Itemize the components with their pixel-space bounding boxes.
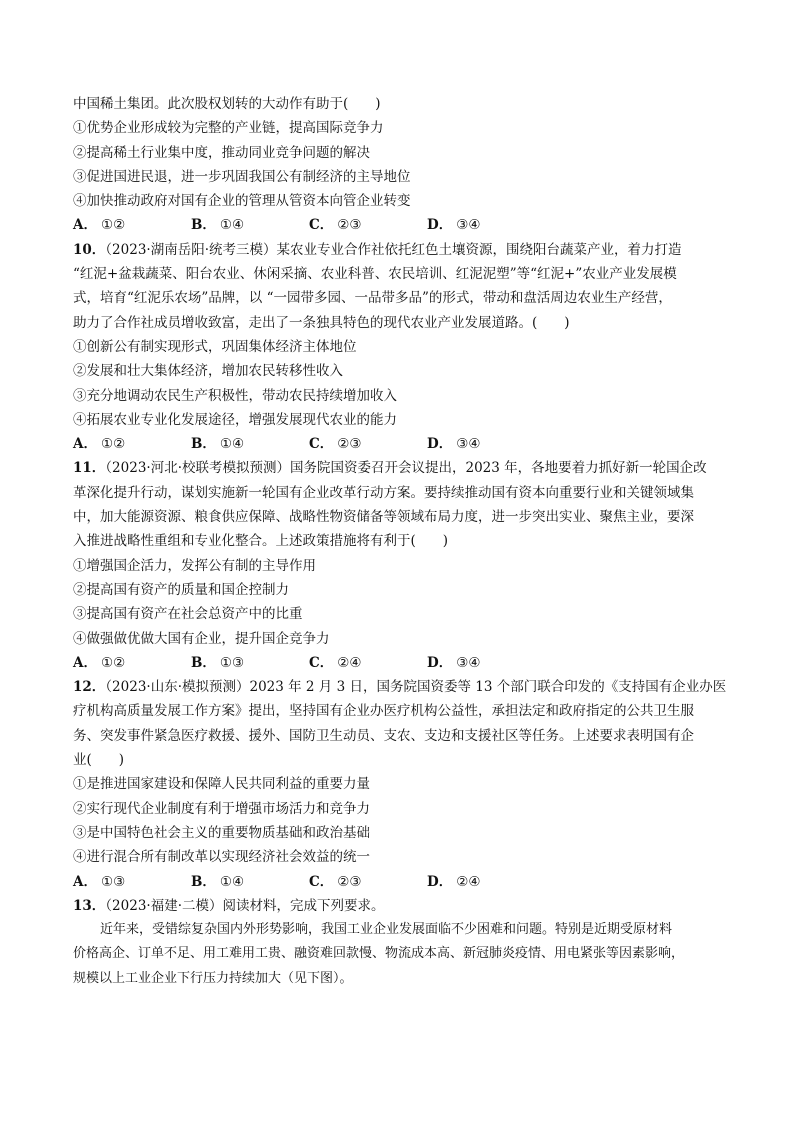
q12-option-b[interactable]: B． ①④ (191, 873, 245, 890)
q12-stem-line-1: 12．（2023·山东·模拟预测）2023 年 2 月 3 日，国务院国资委等 13 个部门联合印发的《支持国有企业办医 (73, 679, 727, 696)
q12-item-2: ②实行现代企业制度有利于增强市场活力和竞争力 (73, 800, 370, 817)
q9-item-2: ②提高稀土行业集中度，推动同业竞争问题的解决 (73, 144, 370, 161)
q10-option-a[interactable]: A． ①② (73, 436, 126, 453)
q11-option-c[interactable]: C． ②④ (309, 654, 362, 671)
q11-stem-line-1: 11．（2023·河北·校联考模拟预测）国务院国资委召开会议提出，2023 年，各地要着力抓好新一轮国企改 (73, 460, 707, 477)
q11-stem-line-2: 革深化提升行动，谋划实施新一轮国有企业改革行动方案。要持续推动国有资本向重要行业和关键领域集 (73, 484, 694, 501)
q10-item-1: ①创新公有制实现形式，巩固集体经济主体地位 (73, 338, 357, 355)
q10-option-d[interactable]: D． ③④ (427, 436, 481, 453)
q11-item-4: ④做强做优做大国有企业，提升国企竞争力 (73, 630, 330, 647)
q13-stem: 13．（2023·福建·二模）阅读材料，完成下列要求。 (73, 897, 385, 914)
q10-item-2: ②发展和壮大集体经济，增加农民转移性收入 (73, 363, 343, 380)
q10-stem-line-3: 式，培育“红泥乐农场”品牌，以 “一园带多园、一品带多品”的形式，带动和盘活周边农业生产经营， (73, 290, 672, 307)
q12-stem-line-2: 疗机构高质量发展工作方案》提出，坚持国有企业办医疗机构公益性，承担法定和政府指定的公共卫生服 (73, 703, 694, 720)
q12-options (73, 870, 733, 894)
q9-item-3: ③促进国进民退，进一步巩固我国公有制经济的主导地位 (73, 168, 411, 185)
q10-stem-line-4: 助力了合作社成员增收致富，走出了一条独具特色的现代农业产业发展道路。( ) (73, 314, 570, 331)
q12-option-c[interactable]: C． ②③ (309, 873, 362, 890)
q12-number: 12． (73, 679, 106, 696)
q12-option-a[interactable]: A． ①③ (73, 873, 126, 890)
q13-material-line-2: 价格高企、订单不足、用工难用工贵、融资难回款慢、物流成本高、新冠肺炎疫情、用电紧张等因素影响， (73, 946, 685, 962)
q12-item-4: ④进行混合所有制改革以实现经济社会效益的统一 (73, 849, 370, 866)
q9-option-b[interactable]: B． ①④ (191, 217, 245, 234)
q12-stem-line-3: 务、突发事件紧急医疗救援、援外、国防卫生动员、支农、支边和支援社区等任务。上述要求表明国有企 (73, 727, 694, 744)
q10-item-3: ③充分地调动农民生产积极性，带动农民持续增加收入 (73, 387, 397, 404)
q9-option-d[interactable]: D． ③④ (427, 217, 481, 234)
q11-item-2: ②提高国有资产的质量和国企控制力 (73, 581, 289, 598)
q9-item-1: ①优势企业形成较为完整的产业链，提高国际竞争力 (73, 120, 384, 137)
q9-option-a[interactable]: A． ①② (73, 217, 126, 234)
q12-option-d[interactable]: D． ②④ (427, 873, 481, 890)
q11-options (73, 651, 733, 675)
q11-option-b[interactable]: B． ①③ (191, 654, 245, 671)
q13-material (73, 918, 733, 991)
q11-stem-line-3: 中，加大能源资源、粮食供应保障、战略性物资储备等领域布局力度，进一步突出实业、聚焦主业，要深 (73, 509, 694, 526)
q11-number: 11． (73, 460, 106, 477)
q13-material-line-1: 近年来，受错综复杂国内外形势影响，我国工业企业发展面临不少困难和问题。特别是近期受原材料 (100, 922, 673, 938)
q11-option-d[interactable]: D． ③④ (427, 654, 481, 671)
q10-item-4: ④拓展农业专业化发展途径，增强发展现代农业的能力 (73, 411, 397, 428)
q11-stem-line-4: 入推进战略性重组和专业化整合。上述政策措施将有利于( ) (73, 533, 449, 550)
q10-stem-line-2: “红泥+盆栽蔬菜、阳台农业、休闲采摘、农业科普、农民培训、红泥泥塑”等“红泥+”农业产业发展模 (73, 266, 677, 283)
page-content (73, 92, 733, 991)
q12-stem-line-4: 业( ) (73, 752, 125, 769)
q10-stem-line-1: 10．（2023·湖南岳阳·统考三模）某农业专业合作社依托红色土壤资源，围绕阳台蔬菜产业，着力打造 (73, 241, 682, 258)
q9-item-4: ④加快推动政府对国有企业的管理从管资本向管企业转变 (73, 193, 411, 210)
q9-option-c[interactable]: C． ②③ (309, 217, 362, 234)
q10-option-c[interactable]: C． ②③ (309, 436, 362, 453)
q11-item-3: ③提高国有资产在社会总资产中的比重 (73, 606, 303, 623)
q9-options (73, 213, 733, 237)
q11-option-a[interactable]: A． ①② (73, 654, 126, 671)
q9-stem-tail: 中国稀土集团。此次股权划转的大动作有助于( ) (73, 96, 381, 112)
q11-item-1: ①增强国企活力，发挥公有制的主导作用 (73, 557, 316, 574)
q10-options (73, 432, 733, 456)
q13-number: 13． (73, 897, 106, 914)
q12-item-1: ①是推进国家建设和保障人民共同利益的重要力量 (73, 776, 370, 793)
q10-number: 10． (73, 241, 106, 258)
q10-option-b[interactable]: B． ①④ (191, 436, 245, 453)
q12-item-3: ③是中国特色社会主义的重要物质基础和政治基础 (73, 824, 370, 841)
q13-material-line-3: 规模以上工业企业下行压力持续加大（见下图）。 (73, 970, 353, 986)
